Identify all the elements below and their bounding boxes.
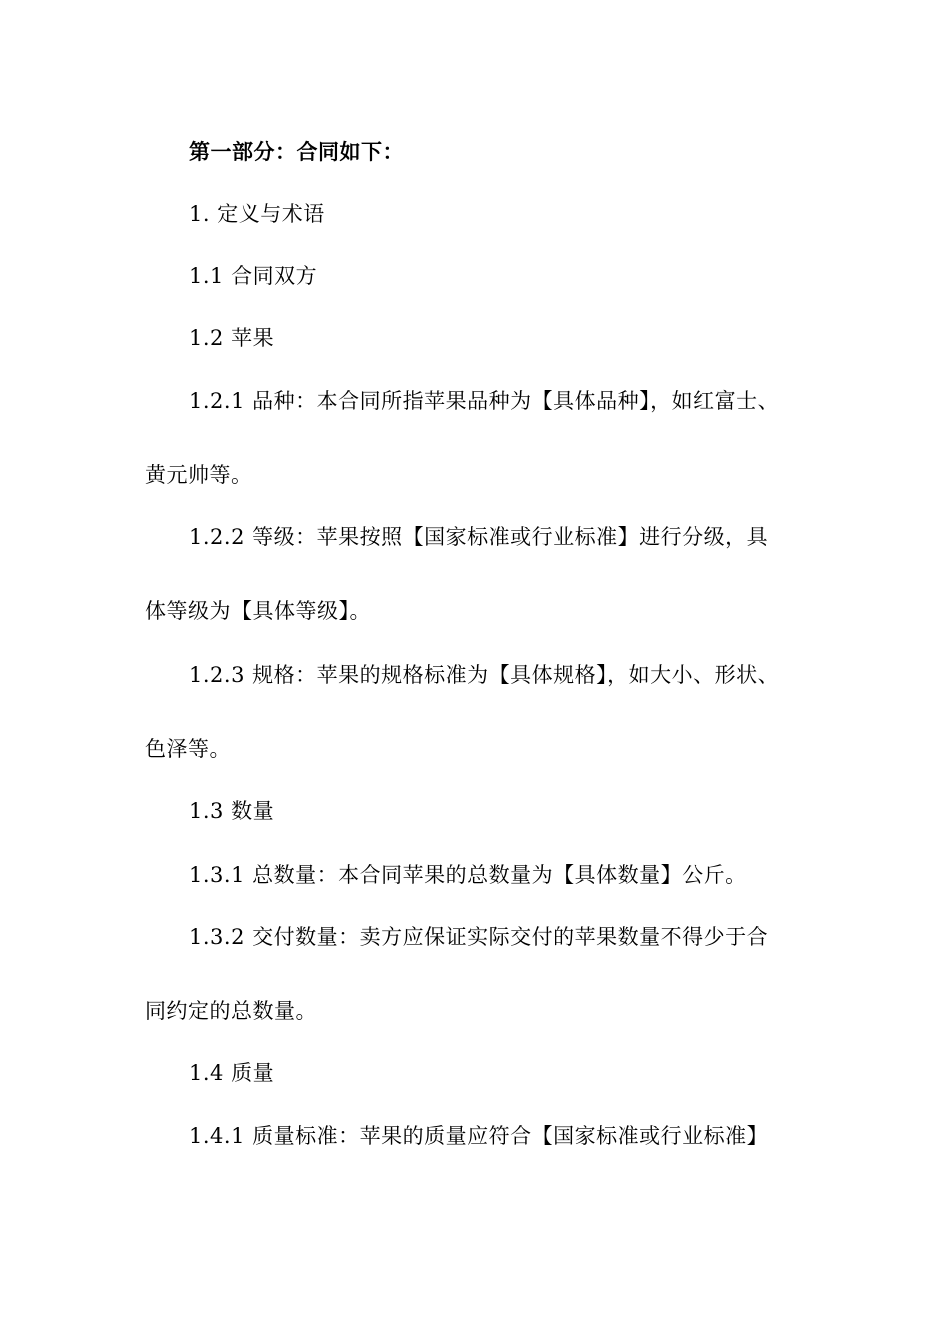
clause-1-3: 1.3 数量 (189, 799, 275, 823)
clause-1-2-2-continued: 体等级为【具体等级】。 (145, 599, 371, 623)
clause-1-2: 1.2 苹果 (189, 326, 275, 350)
clause-1-2-2: 1.2.2 等级：苹果按照【国家标准或行业标准】进行分级，具 (189, 525, 769, 549)
clause-1-1: 1.1 合同双方 (189, 264, 318, 288)
clause-1-3-2: 1.3.2 交付数量：卖方应保证实际交付的苹果数量不得少于合 (189, 925, 769, 949)
clause-1-3-2-continued: 同约定的总数量。 (145, 999, 317, 1023)
section-heading: 第一部分：合同如下： (189, 139, 404, 164)
clause-1: 1. 定义与术语 (189, 202, 325, 226)
clause-1-2-1-continued: 黄元帅等。 (145, 463, 253, 487)
clause-1-3-1: 1.3.1 总数量：本合同苹果的总数量为【具体数量】公斤。 (189, 863, 747, 887)
clause-1-2-1: 1.2.1 品种：本合同所指苹果品种为【具体品种】，如红富士、 (189, 389, 780, 413)
clause-1-4: 1.4 质量 (189, 1061, 275, 1085)
clause-1-2-3-continued: 色泽等。 (145, 737, 231, 761)
clause-1-2-3: 1.2.3 规格：苹果的规格标准为【具体规格】，如大小、形状、 (189, 663, 780, 687)
clause-1-4-1: 1.4.1 质量标准：苹果的质量应符合【国家标准或行业标准】 (189, 1124, 769, 1148)
